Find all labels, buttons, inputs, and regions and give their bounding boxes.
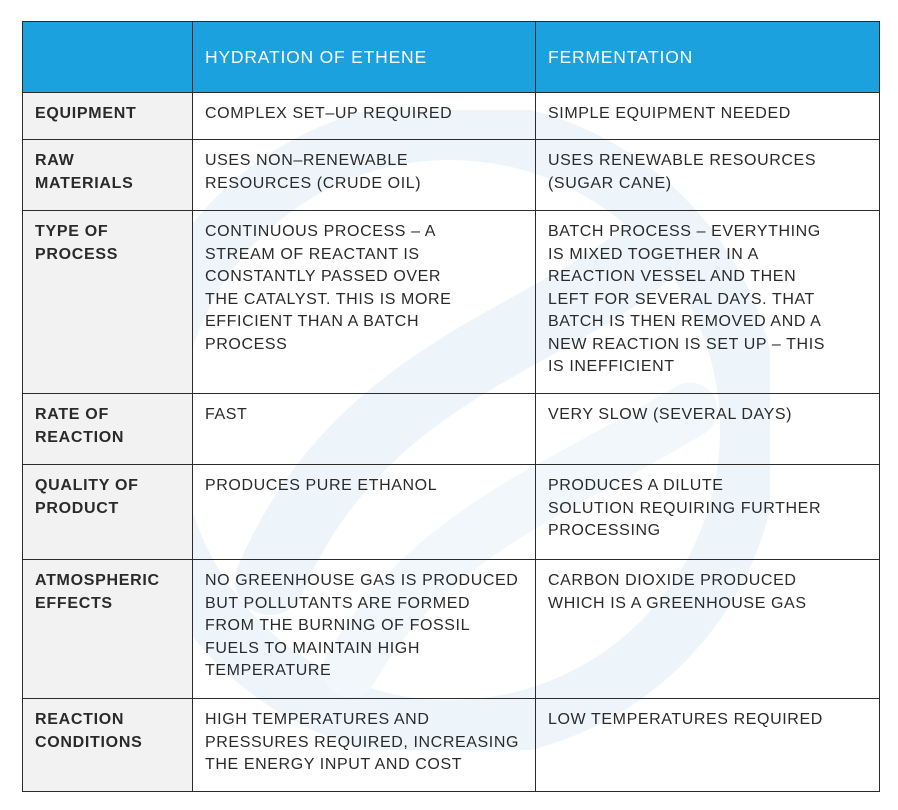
cell-hydration-raw-materials: USES NON–RENEWABLE RESOURCES (CRUDE OIL) [193,140,536,211]
cell-fermentation-atmospheric-effects: CARBON DIOXIDE PRODUCED WHICH IS A GREENHOUSE GAS [536,560,880,699]
cell-fermentation-reaction-conditions: LOW TEMPERATURES REQUIRED [536,699,880,792]
row-label-type-of-process: TYPE OF PROCESS [23,211,193,394]
cell-fermentation-rate-of-reaction: VERY SLOW (SEVERAL DAYS) [536,394,880,465]
table-row [23,211,880,394]
row-label-quality-of-product: QUALITY OF PRODUCT [23,465,193,560]
cell-hydration-equipment: COMPLEX SET–UP REQUIRED [193,93,536,140]
table-row [23,560,880,699]
row-label-atmospheric-effects: ATMOSPHERIC EFFECTS [23,560,193,699]
table-row [23,93,880,140]
table-header-row [23,22,880,93]
header-corner-cell [23,22,193,93]
table-row [23,699,880,792]
row-label-raw-materials: RAW MATERIALS [23,140,193,211]
table-row [23,140,880,211]
cell-hydration-rate-of-reaction: FAST [193,394,536,465]
cell-fermentation-quality-of-product: PRODUCES A DILUTE SOLUTION REQUIRING FURTHER PROCESSING [536,465,880,560]
cell-fermentation-equipment: SIMPLE EQUIPMENT NEEDED [536,93,880,140]
header-fermentation: FERMENTATION [536,22,880,93]
comparison-table [22,21,880,792]
table-row [23,465,880,560]
row-label-equipment: EQUIPMENT [23,93,193,140]
cell-hydration-type-of-process: CONTINUOUS PROCESS – A STREAM OF REACTANT IS CONSTANTLY PASSED OVER THE CATALYST. THIS IS MORE EFFICIENT THAN A BATCH PROCESS [193,211,536,394]
cell-hydration-quality-of-product: PRODUCES PURE ETHANOL [193,465,536,560]
cell-hydration-atmospheric-effects: NO GREENHOUSE GAS IS PRODUCED BUT POLLUTANTS ARE FORMED FROM THE BURNING OF FOSSIL FUELS TO MAINTAIN HIGH TEMPERATURE [193,560,536,699]
cell-fermentation-type-of-process: BATCH PROCESS – EVERYTHING IS MIXED TOGETHER IN A REACTION VESSEL AND THEN LEFT FOR SEVERAL DAYS. THAT BATCH IS THEN REMOVED AND A NEW REACTION IS SET UP – THIS IS INEFFICIENT [536,211,880,394]
table-row [23,394,880,465]
row-label-reaction-conditions: REACTION CONDITIONS [23,699,193,792]
cell-fermentation-raw-materials: USES RENEWABLE RESOURCES (SUGAR CANE) [536,140,880,211]
cell-hydration-reaction-conditions: HIGH TEMPERATURES AND PRESSURES REQUIRED, INCREASING THE ENERGY INPUT AND COST [193,699,536,792]
header-hydration-of-ethene: HYDRATION OF ETHENE [193,22,536,93]
row-label-rate-of-reaction: RATE OF REACTION [23,394,193,465]
